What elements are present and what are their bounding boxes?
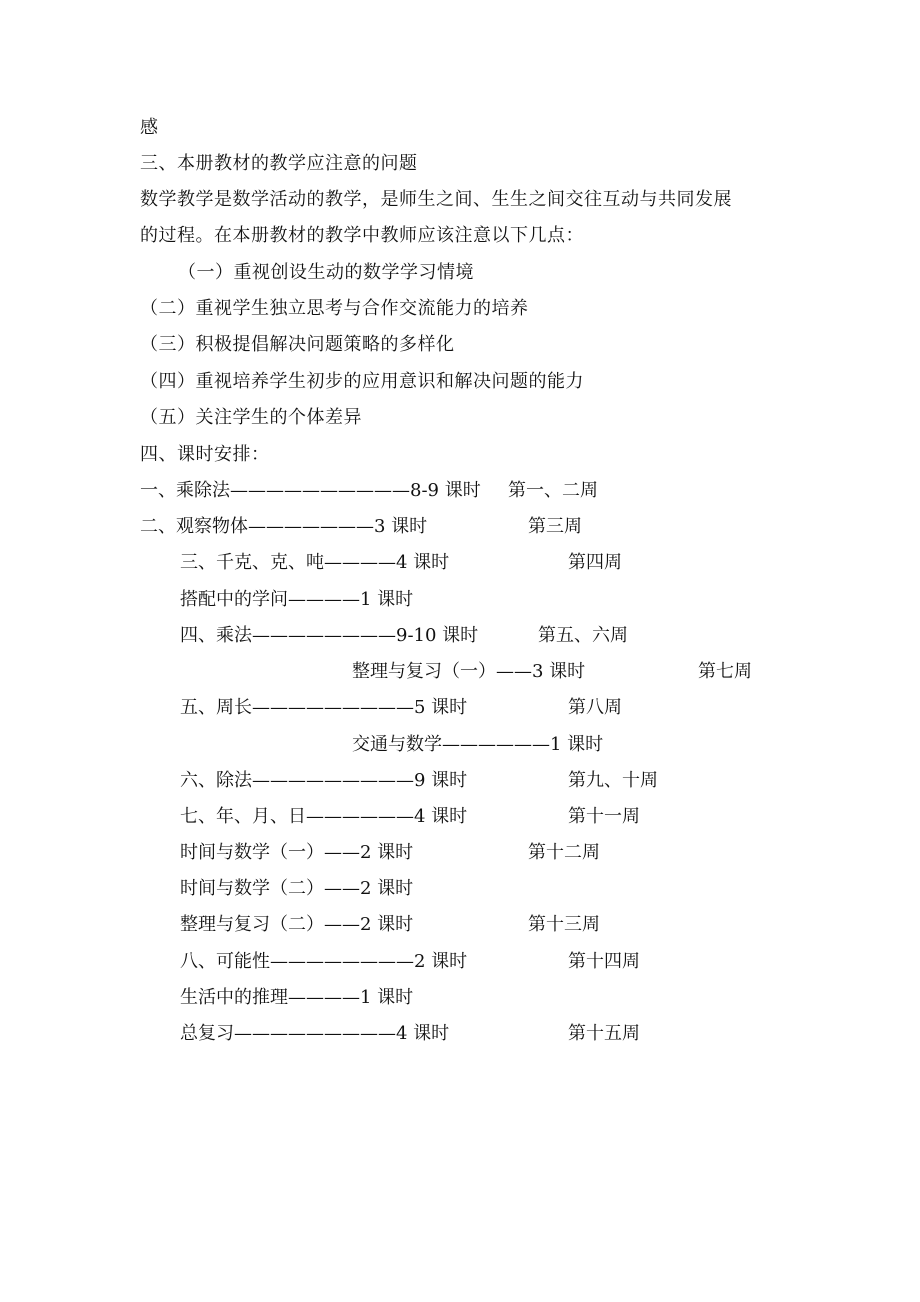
schedule-week: 第十二周	[528, 842, 600, 863]
schedule-week: 第十一周	[568, 806, 640, 827]
schedule-week: 第五、六周	[538, 625, 628, 646]
point-2: （二）重视学生独立思考与合作交流能力的培养	[140, 298, 529, 319]
schedule-item: 七、年、月、日——————4 课时	[180, 806, 468, 827]
schedule-item: 时间与数学（一）——2 课时	[180, 842, 414, 863]
point-5: （五）关注学生的个体差异	[140, 407, 362, 428]
schedule-week: 第八周	[568, 697, 622, 718]
schedule-item: 三、千克、克、吨————4 课时	[180, 552, 450, 573]
schedule-item: 一、乘除法——————————8-9 课时	[140, 480, 481, 501]
schedule-item: 时间与数学（二）——2 课时	[180, 878, 414, 899]
section-heading-4: 四、课时安排：	[140, 444, 270, 465]
schedule-item: 八、可能性————————2 课时	[180, 951, 468, 972]
schedule-item: 总复习—————————4 课时	[180, 1023, 450, 1044]
schedule-week: 第七周	[698, 661, 752, 682]
schedule-week: 第十四周	[568, 951, 640, 972]
schedule-item: 整理与复习（二）——2 课时	[180, 914, 414, 935]
point-1: （一）重视创设生动的数学学习情境	[178, 262, 474, 283]
schedule-item: 六、除法—————————9 课时	[180, 770, 468, 791]
schedule-item: 二、观察物体———————3 课时	[140, 516, 428, 537]
schedule-item: 生活中的推理————1 课时	[180, 987, 414, 1008]
section-heading-3: 三、本册教材的教学应注意的问题	[140, 153, 418, 174]
text-line-continuation: 感	[140, 117, 159, 138]
schedule-item: 五、周长—————————5 课时	[180, 697, 468, 718]
schedule-item: 整理与复习（一）——3 课时	[352, 661, 586, 682]
point-4: （四）重视培养学生初步的应用意识和解决问题的能力	[140, 371, 584, 392]
paragraph-line-2: 的过程。在本册教材的教学中教师应该注意以下几点：	[140, 225, 584, 246]
paragraph-line-1: 数学教学是数学活动的教学，是师生之间、生生之间交往互动与共同发展	[140, 189, 732, 210]
schedule-item: 搭配中的学问————1 课时	[180, 589, 414, 610]
schedule-week: 第十三周	[528, 914, 600, 935]
schedule-week: 第三周	[528, 516, 582, 537]
schedule-week: 第九、十周	[568, 770, 658, 791]
schedule-item: 交通与数学——————1 课时	[352, 734, 604, 755]
schedule-week: 第一、二周	[508, 480, 598, 501]
schedule-item: 四、乘法————————9-10 课时	[180, 625, 479, 646]
point-3: （三）积极提倡解决问题策略的多样化	[140, 334, 455, 355]
schedule-week: 第四周	[568, 552, 622, 573]
schedule-week: 第十五周	[568, 1023, 640, 1044]
